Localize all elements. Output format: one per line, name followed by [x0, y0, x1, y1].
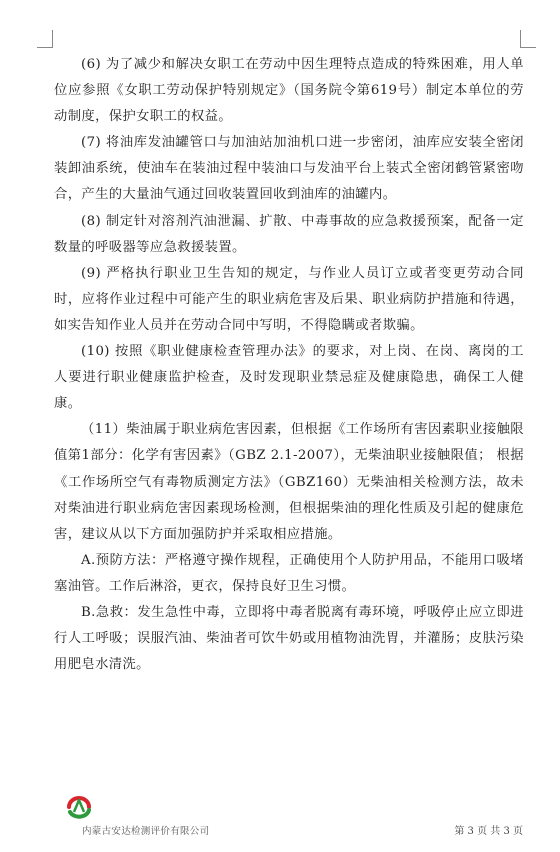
paragraph-8: (8) 制定针对溶剂汽油泄漏、扩散、中毒事故的应急救援预案，配备一定数量的呼吸器等应急救援装置。 [54, 213, 524, 255]
paragraph-10: (10) 按照《职业健康检查管理办法》的要求，对上岗、在岗、离岗的工人要进行职业健康监护检查，及时发现职业禁忌症及健康隐患，确保工人健康。 [54, 344, 524, 412]
company-logo-icon [64, 795, 94, 821]
paragraph-first-aid: B.急救：发生急性中毒，立即将中毒者脱离有毒环境，呼吸停止应立即进行人工呼吸；误服汽油、柴油者可饮牛奶或用植物油洗胃，并灌肠；皮肤污染用肥皂水清洗。 [54, 604, 524, 673]
crop-mark-top-left [37, 30, 53, 48]
paragraph-7: (7) 将油库发油罐管口与加油站加油机口进一步密闭，油库应安装全密闭装卸油系统，使油车在装油过程中装油口与发油平台上装式全密闭鹤管紧密吻合，产生的大量油气通过回收装置回收到油库的油罐内。 [54, 135, 524, 203]
paragraph-prevention: A.预防方法：严格遵守操作规程，正确使用个人防护用品，不能用口吸堵塞油管。工作后淋浴，更衣，保持良好卫生习惯。 [54, 552, 524, 594]
paragraph-11: （11）柴油属于职业病危害因素，但根据《工作场所有害因素职业接触限值第1部分：化学有害因素》（GBZ 2.1-2007），无柴油职业接触限值； 根据《工作场所空气有毒物质测定方法》（GBZ160）无柴油相关检测方法，故未对柴油进行职业病危害因素现场检测，但根据柴油的理化性质及引起的健康危害，建议从以下方面加强防护并采取相应措施。 [54, 422, 524, 542]
paragraph-6: (6) 为了减少和解决女职工在劳动中因生理特点造成的特殊困难，用人单位应参照《女职工劳动保护特别规定》（国务院令第619号）制定本单位的劳动制度，保护女职工的权益。 [54, 57, 524, 125]
paragraph-9: (9) 严格执行职业卫生告知的规定，与作业人员订立或者变更劳动合同时，应将作业过程中可能产生的职业病危害及后果、职业病防护措施和待遇，如实告知作业人员并在劳动合同中写明，不得隐瞒或者欺骗。 [54, 265, 524, 333]
page-number: 第 3 页 共 3 页 [454, 826, 523, 837]
crop-mark-top-right [520, 30, 536, 48]
document-body [54, 52, 524, 678]
company-name: 内蒙古安达检测评价有限公司 [82, 826, 210, 837]
page-footer [60, 795, 523, 845]
